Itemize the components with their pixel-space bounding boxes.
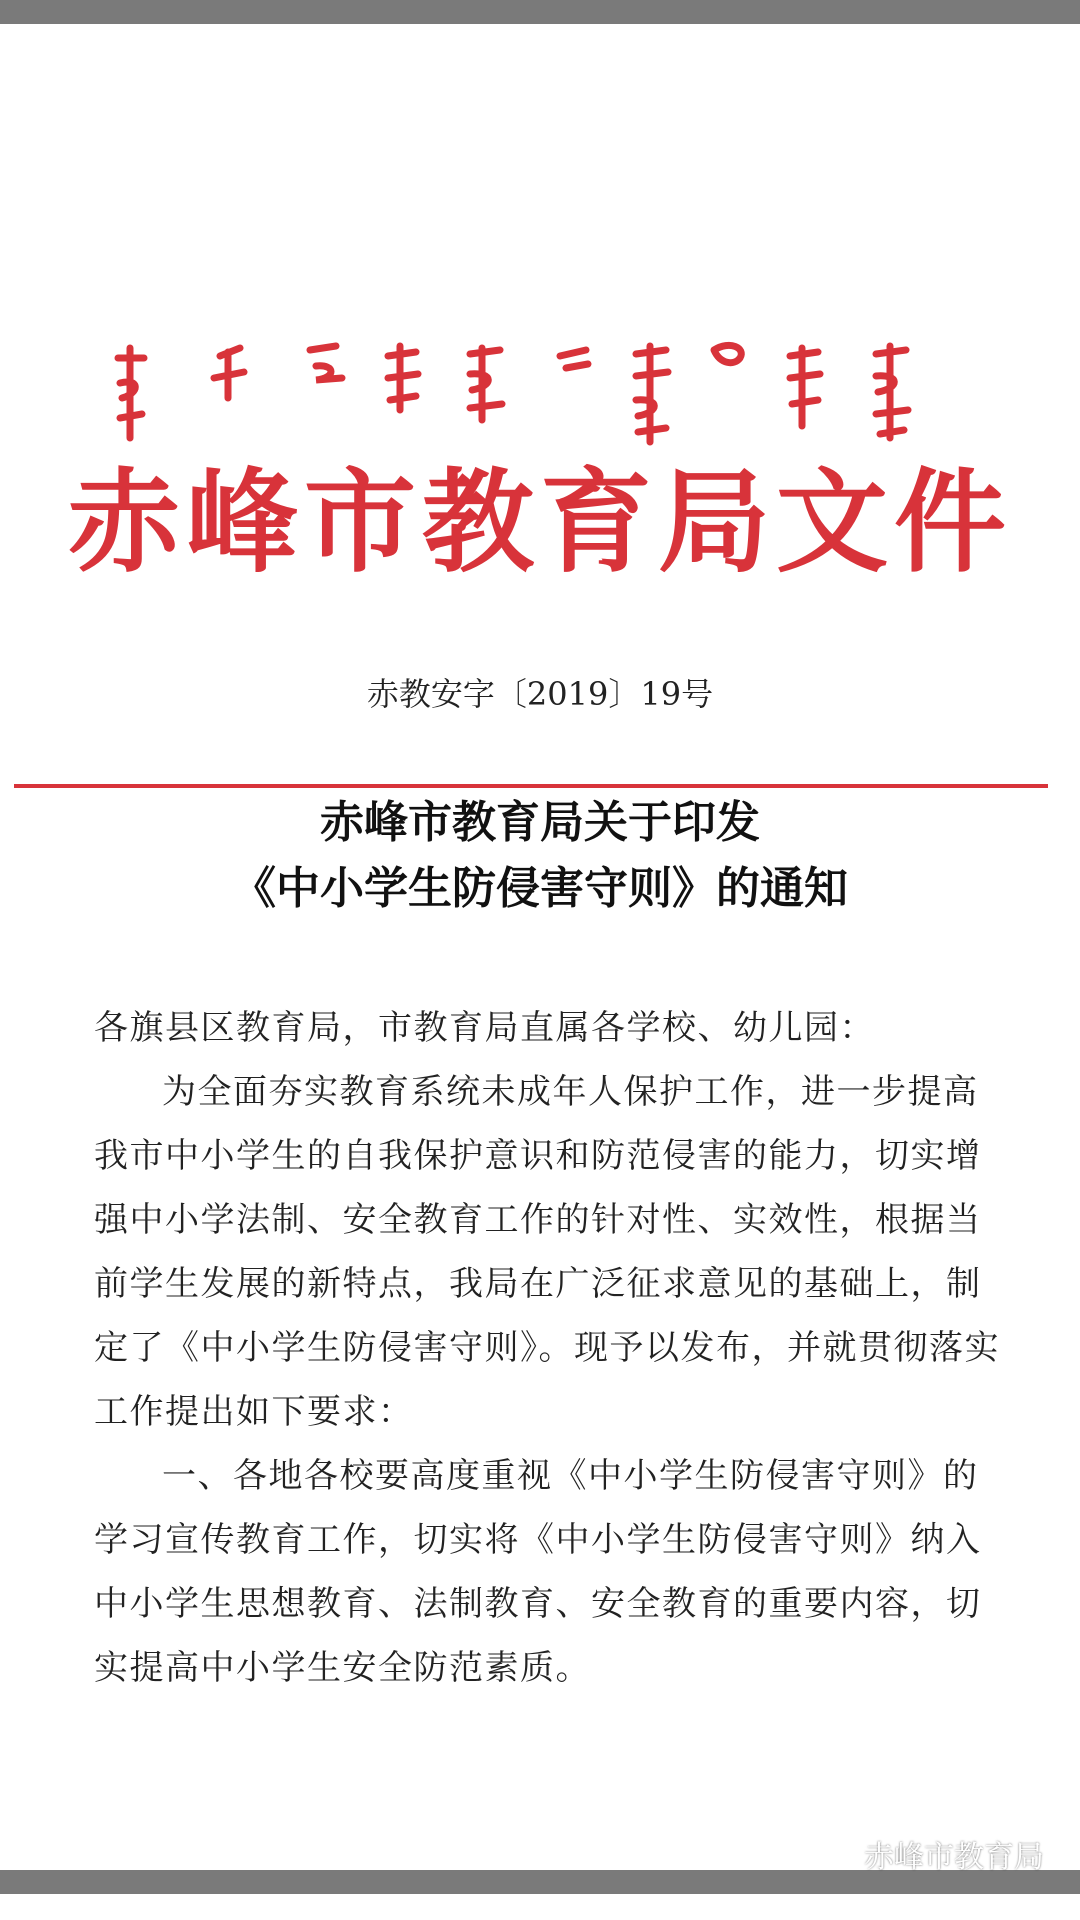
top-frame-bar	[0, 0, 1080, 24]
document-header-title: 赤峰市教育局文件	[68, 458, 1012, 588]
notice-body	[94, 996, 1006, 1700]
notice-title-line-1: 赤峰市教育局关于印发	[320, 797, 760, 848]
notice-title	[0, 790, 1080, 922]
notice-title-line-2: 《中小学生防侵害守则》的通知	[232, 863, 848, 914]
body-paragraph-2: 一、各地各校要高度重视《中小学生防侵害守则》的学习宣传教育工作，切实将《中小学生防侵害守则》纳入中小学生思想教育、法制教育、安全教育的重要内容，切实提高中小学生安全防范素质。	[94, 1456, 982, 1688]
mongolian-script-heading	[110, 338, 950, 448]
watermark-label: 赤峰市教育局	[864, 1840, 1044, 1875]
document-number: 赤教安字〔2019〕19号	[366, 675, 714, 713]
red-divider-line	[14, 784, 1048, 788]
wechat-icon	[818, 1835, 856, 1873]
body-paragraph-1: 为全面夯实教育系统未成年人保护工作，进一步提高我市中小学生的自我保护意识和防范侵害的能力，切实增强中小学法制、安全教育工作的针对性、实效性，根据当前学生发展的新特点，我局在广泛征求意见的基础上，制定了《中小学生防侵害守则》。现予以发布，并就贯彻落实工作提出如下要求：	[94, 1072, 1000, 1432]
salutation: 各旗县区教育局，市教育局直属各学校、幼儿园：	[94, 1008, 875, 1048]
account-watermark	[818, 1834, 1044, 1874]
